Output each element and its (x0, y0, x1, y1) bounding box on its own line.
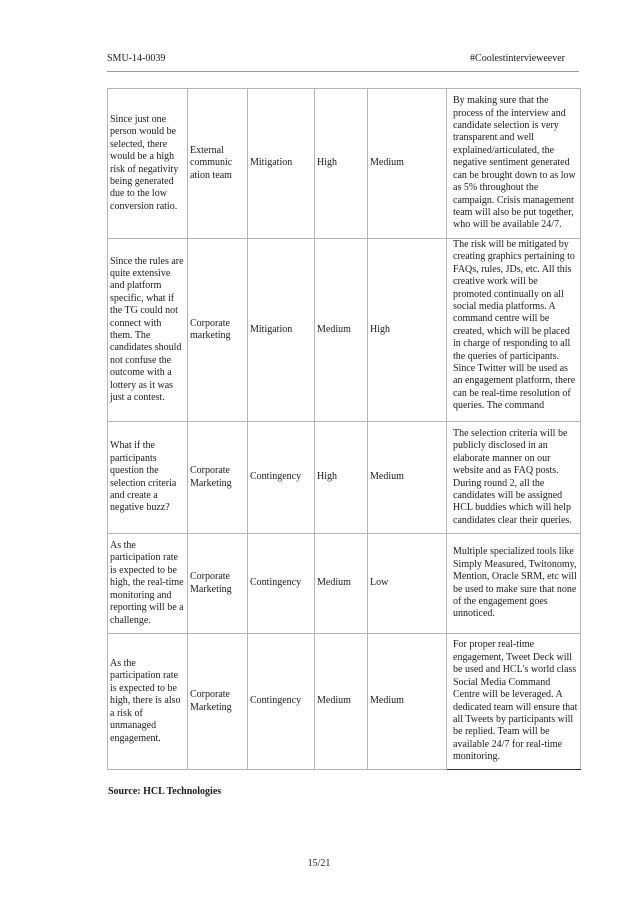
impact-cell: Medium (368, 89, 447, 239)
owner-cell: Corporate Marketing (188, 422, 248, 534)
risk-cell: As the participation rate is expected to be high, the real-time monitoring and reporting will be a challenge. (108, 534, 188, 634)
table-row (108, 422, 581, 534)
response-cell: The selection criteria will be publicly disclosed in an elaborate manner on our website and as FAQ posts. During round 2, all the candidates will be assigned HCL buddies which will help candidates clear their queries. (447, 422, 581, 534)
risk-management-table (107, 88, 581, 770)
probability-cell: High (315, 422, 368, 534)
impact-cell: Medium (368, 634, 447, 770)
table-row (108, 534, 581, 634)
page-number: 15/21 (307, 858, 331, 869)
owner-cell: Corporate Marketing (188, 634, 248, 770)
table-row (108, 239, 581, 422)
table-row (108, 634, 581, 770)
response-cell: By making sure that the process of the interview and candidate selection is very transparent and well explained/articulated, the negative sentiment generated can be brought down to as low as 5% throughout the campaign. Crisis management team will also be put together, who will be available 24/7. (447, 89, 581, 239)
table-row (108, 89, 581, 239)
impact-cell: Medium (368, 422, 447, 534)
owner-cell: External communic ation team (188, 89, 248, 239)
risk-cell: Since just one person would be selected, there would be a high risk of negativity being generated due to the low conversion ratio. (108, 89, 188, 239)
strategy-cell: Contingency (248, 422, 315, 534)
risk-cell: What if the participants question the selection criteria and create a negative buzz? (108, 422, 188, 534)
impact-cell: High (368, 239, 447, 422)
document-id: SMU-14-0039 (107, 53, 166, 64)
owner-cell: Corporate Marketing (188, 534, 248, 634)
source-note: Source: HCL Technologies (108, 786, 222, 797)
response-cell: Multiple specialized tools like Simply Measured, Twitonomy, Mention, Oracle SRM, etc will be used to make sure that none of the engagement goes unnoticed. (447, 534, 581, 634)
owner-cell: Corporate marketing (188, 239, 248, 422)
strategy-cell: Mitigation (248, 239, 315, 422)
probability-cell: Medium (315, 239, 368, 422)
probability-cell: High (315, 89, 368, 239)
response-cell: For proper real-time engagement, Tweet Deck will be used and HCL's world class Social Media Command Centre will be leveraged. A dedicated team will ensure that all Tweets by participants will be replied. Team will be available 24/7 for real-time monitoring. (447, 634, 581, 770)
risk-cell: Since the rules are quite extensive and platform specific, what if the TG could not connect with them. The candidates should not confuse the outcome with a lottery as it was just a contest. (108, 239, 188, 422)
strategy-cell: Mitigation (248, 89, 315, 239)
probability-cell: Medium (315, 634, 368, 770)
probability-cell: Medium (315, 534, 368, 634)
impact-cell: Low (368, 534, 447, 634)
risk-cell: As the participation rate is expected to be high, there is also a risk of unmanaged engagement. (108, 634, 188, 770)
strategy-cell: Contingency (248, 534, 315, 634)
campaign-hashtag: #Coolestintervieweever (470, 53, 565, 64)
header-divider (107, 71, 579, 72)
response-cell: The risk will be mitigated by creating graphics pertaining to FAQs, rules, JDs, etc. All this creative work will be promoted continually on all social media platforms. A command centre will be created, which will be placed in charge of responding to all the queries of participants. Since Twitter will be used as an engagement platform, there can be real-time resolution of queries. The command (447, 239, 581, 422)
strategy-cell: Contingency (248, 634, 315, 770)
